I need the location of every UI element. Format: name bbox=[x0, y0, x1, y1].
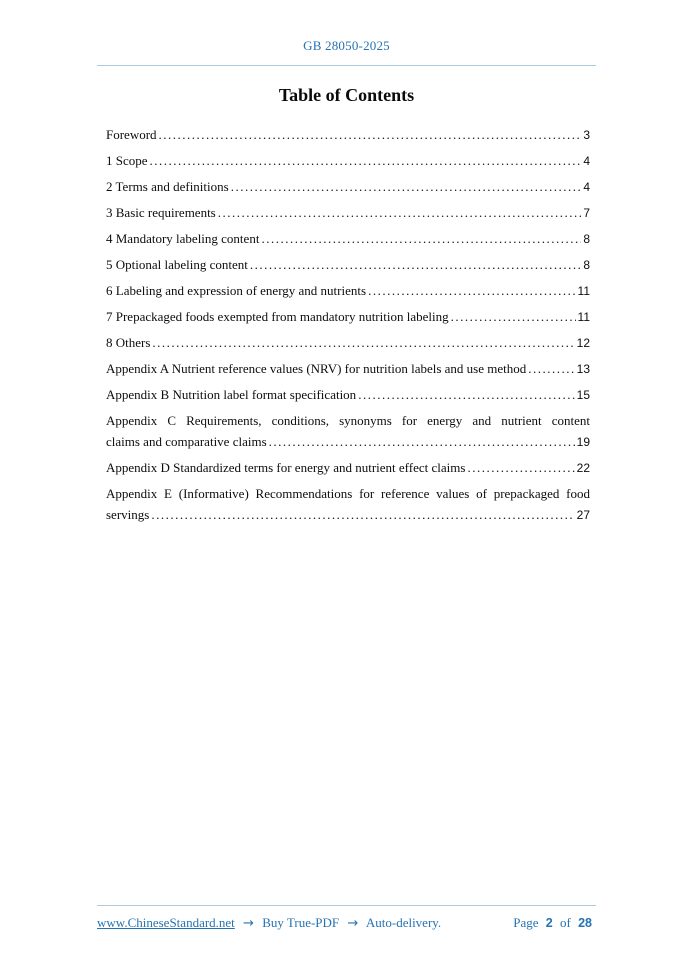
footer-of-label: of bbox=[560, 915, 571, 930]
footer-page-label: Page bbox=[513, 915, 539, 930]
toc-leader-dots bbox=[358, 384, 574, 405]
toc-leader-dots bbox=[159, 124, 582, 145]
page-title: Table of Contents bbox=[278, 85, 415, 105]
page-footer bbox=[97, 905, 596, 931]
toc-page-number: 8 bbox=[583, 232, 590, 246]
toc-leader-dots bbox=[467, 457, 574, 478]
toc-leader-dots bbox=[451, 306, 576, 327]
toc-leader-dots bbox=[152, 332, 574, 353]
toc-leader-dots bbox=[151, 504, 574, 525]
toc-page-number: 27 bbox=[576, 508, 590, 522]
footer-current-page: 2 bbox=[545, 916, 553, 930]
toc-entry-text: 1 Scope bbox=[106, 153, 148, 168]
toc-entry[interactable] bbox=[106, 228, 590, 250]
toc-entry-line bbox=[106, 124, 590, 146]
toc-entry[interactable] bbox=[106, 202, 590, 224]
toc-leader-dots bbox=[261, 228, 581, 249]
toc-page-number: 22 bbox=[576, 461, 590, 475]
toc-entry-line bbox=[106, 457, 590, 479]
toc-entry[interactable] bbox=[106, 306, 590, 328]
toc-entry[interactable] bbox=[106, 358, 590, 380]
toc-entry-text: 4 Mandatory labeling content bbox=[106, 231, 260, 246]
toc-entry-text: Appendix D Standardized terms for energy and nutrient effect claims bbox=[106, 460, 466, 475]
toc-entry-text: Appendix E (Informative) Recommendations for reference values of prepackaged food bbox=[106, 486, 590, 501]
footer-promo-line bbox=[97, 915, 441, 931]
header-standard-number: GB 28050-2025 bbox=[303, 38, 390, 53]
toc-entry-line bbox=[106, 384, 590, 406]
toc-entry-text: 3 Basic requirements bbox=[106, 205, 216, 220]
arrow-right-icon: → bbox=[243, 916, 254, 931]
footer-page-indicator bbox=[513, 915, 596, 931]
toc-entry-line bbox=[106, 332, 590, 354]
toc-entry-text: Foreword bbox=[106, 127, 157, 142]
toc-entry-text: 6 Labeling and expression of energy and nutrients bbox=[106, 283, 367, 298]
toc-entry-line bbox=[106, 431, 590, 453]
toc-entry[interactable] bbox=[106, 483, 590, 526]
header-divider bbox=[97, 65, 596, 66]
toc-entry[interactable] bbox=[106, 457, 590, 479]
toc-entry-text: 8 Others bbox=[106, 335, 151, 350]
toc-page-number: 3 bbox=[583, 128, 590, 142]
toc-page-number: 11 bbox=[577, 310, 590, 324]
toc-page-number: 4 bbox=[583, 154, 590, 168]
arrow-right-icon: → bbox=[347, 916, 359, 931]
toc-entry[interactable] bbox=[106, 254, 590, 276]
toc-entry-line bbox=[106, 504, 590, 526]
toc-leader-dots bbox=[150, 150, 582, 171]
toc-leader-dots bbox=[528, 358, 574, 379]
toc-entry-line bbox=[106, 306, 590, 328]
toc-entry[interactable] bbox=[106, 176, 590, 198]
toc-entry-text: 5 Optional labeling content bbox=[106, 257, 248, 272]
toc-entry-text: 7 Prepackaged foods exempted from mandatory nutrition labeling bbox=[106, 309, 449, 324]
toc-page-number: 11 bbox=[577, 284, 590, 298]
toc-entry-text: Appendix A Nutrient reference values (NRV) for nutrition labels and use method bbox=[106, 361, 527, 376]
toc-page-number: 8 bbox=[583, 258, 590, 272]
toc-page-number: 15 bbox=[576, 388, 590, 402]
toc-entry[interactable] bbox=[106, 280, 590, 302]
toc-entry-line bbox=[106, 202, 590, 224]
toc-leader-dots bbox=[218, 202, 582, 223]
toc-entry[interactable] bbox=[106, 384, 590, 406]
toc-entry-line bbox=[106, 150, 590, 172]
toc-page-number: 13 bbox=[576, 362, 590, 376]
toc-entry-text: Appendix B Nutrition label format specification bbox=[106, 387, 357, 402]
toc-leader-dots bbox=[250, 254, 581, 275]
toc-entry[interactable] bbox=[106, 332, 590, 354]
toc-page-number: 4 bbox=[583, 180, 590, 194]
toc-entry-line bbox=[106, 176, 590, 198]
toc-entry-text: servings bbox=[106, 507, 150, 522]
toc-entry-text: Appendix C Requirements, conditions, synonyms for energy and nutrient content bbox=[106, 413, 590, 428]
footer-website-link[interactable]: www.ChineseStandard.net bbox=[97, 915, 235, 930]
toc-entry-line bbox=[106, 228, 590, 250]
toc-entry-line bbox=[106, 358, 590, 380]
toc-leader-dots bbox=[269, 431, 575, 452]
toc-entry-text: claims and comparative claims bbox=[106, 434, 267, 449]
toc-entry[interactable] bbox=[106, 150, 590, 172]
footer-buy-pdf-text: Buy True-PDF bbox=[262, 915, 340, 930]
toc-entry[interactable] bbox=[106, 124, 590, 146]
toc-entry[interactable] bbox=[106, 410, 590, 453]
table-of-contents bbox=[106, 124, 590, 530]
toc-leader-dots bbox=[368, 280, 575, 301]
footer-total-pages: 28 bbox=[578, 916, 592, 930]
toc-entry-line bbox=[106, 280, 590, 302]
toc-page-number: 7 bbox=[583, 206, 590, 220]
footer-delivery-text: Auto-delivery. bbox=[365, 915, 442, 930]
toc-page-number: 12 bbox=[576, 336, 590, 350]
toc-entry-text: 2 Terms and definitions bbox=[106, 179, 229, 194]
toc-leader-dots bbox=[231, 176, 582, 197]
toc-entry-line bbox=[106, 254, 590, 276]
toc-page-number: 19 bbox=[576, 435, 590, 449]
